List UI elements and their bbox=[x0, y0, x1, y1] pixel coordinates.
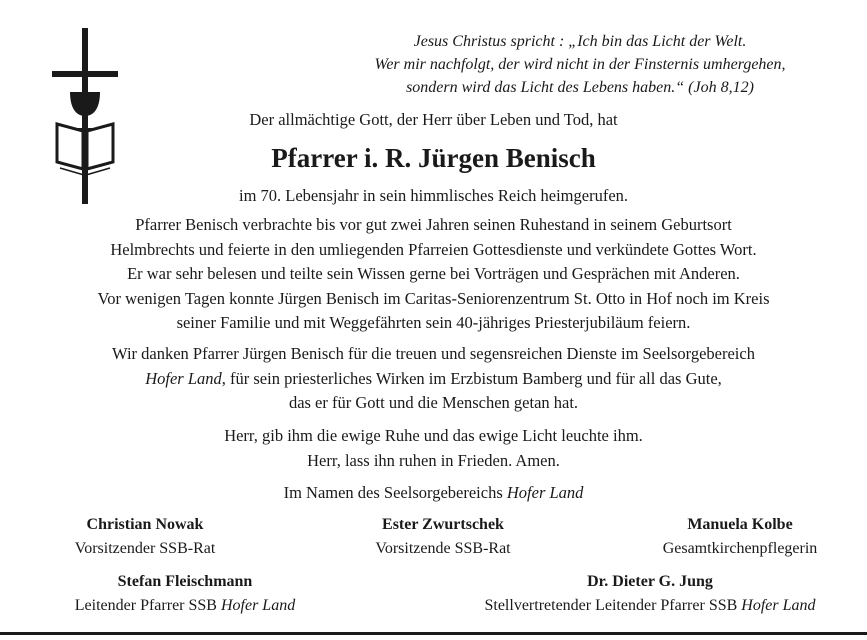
role-italic: Hofer Land bbox=[220, 597, 296, 614]
signatory-name: Stefan Fleischmann bbox=[117, 573, 253, 590]
quote-line: sondern wird das Licht des Lebens haben.“ (Joh 8,12) bbox=[406, 79, 754, 96]
paragraph-line: Pfarrer Benisch verbrachte bis vor gut zwei Jahren seinen Ruhestand in seinem Geburtsort bbox=[135, 215, 732, 234]
signatory-name: Dr. Dieter G. Jung bbox=[587, 573, 713, 590]
paragraph-line bbox=[0, 367, 867, 392]
paragraph-line: Vor wenigen Tagen konnte Jürgen Benisch im Caritas-Seniorenzentrum St. Otto in Hof noch im Kreis bbox=[97, 288, 770, 308]
paragraph-text: , für sein priesterliches Wirken im Erzbistum Bamberg und für all das Gute, bbox=[221, 368, 722, 388]
role-text: Vorsitzende SSB-Rat bbox=[375, 540, 511, 557]
paragraph-line: seiner Familie und mit Weggefährten sein 40-jähriges Priesterjubiläum feiern. bbox=[176, 313, 691, 332]
signatory-role bbox=[440, 594, 860, 618]
signatory-name: Ester Zwurtschek bbox=[382, 516, 504, 533]
signatory-role bbox=[343, 537, 543, 561]
role-text: Leitender Pfarrer SSB bbox=[74, 597, 221, 614]
on-behalf-line bbox=[0, 482, 867, 504]
signatory-name: Manuela Kolbe bbox=[687, 516, 793, 533]
paragraph-line: Helmbrechts und feierte in den umliegenden Pfarreien Gottesdienste und verkündete Gottes Wort. bbox=[110, 239, 757, 259]
signatory-name: Christian Nowak bbox=[86, 516, 204, 533]
signatory-role bbox=[45, 537, 245, 561]
biography-paragraph bbox=[0, 213, 867, 336]
signatory-role bbox=[40, 594, 330, 618]
prayer-paragraph bbox=[0, 424, 867, 473]
called-home-text: im 70. Lebensjahr in sein himmlisches Reich heimgerufen. bbox=[238, 186, 629, 205]
prayer-line: Herr, lass ihn ruhen in Frieden. Amen. bbox=[307, 450, 560, 470]
bottom-border bbox=[0, 632, 867, 635]
quote-line: Jesus Christus spricht : „Ich bin das Licht der Welt. bbox=[413, 33, 747, 50]
deceased-name: Pfarrer i. R. Jürgen Benisch bbox=[271, 143, 596, 173]
signature-block bbox=[40, 570, 330, 618]
signature-block bbox=[343, 513, 543, 561]
signature-block bbox=[45, 513, 245, 561]
parish-name: Hofer Land bbox=[506, 483, 584, 502]
intro-text: Der allmächtige Gott, der Herr über Leben und Tod, hat bbox=[249, 110, 618, 129]
signature-block bbox=[440, 570, 860, 618]
thanks-paragraph bbox=[0, 342, 867, 416]
role-text: Stellvertretender Leitender Pfarrer SSB bbox=[484, 597, 742, 614]
role-italic: Hofer Land bbox=[741, 597, 816, 614]
paragraph-line: das er für Gott und die Menschen getan hat. bbox=[288, 393, 579, 412]
quote-line: Wer mir nachfolgt, der wird nicht in der Finsternis umhergehen, bbox=[374, 56, 786, 73]
signatory-role bbox=[625, 537, 855, 561]
role-text: Gesamtkirchenpflegerin bbox=[662, 540, 818, 557]
prayer-line: Herr, gib ihm die ewige Ruhe und das ewige Licht leuchte ihm. bbox=[224, 426, 643, 445]
paragraph-line: Er war sehr belesen und teilte sein Wissen gerne bei Vorträgen und Gesprächen mit Anderen. bbox=[127, 264, 740, 283]
signature-block bbox=[625, 513, 855, 561]
parish-name: Hofer Land bbox=[145, 368, 222, 388]
bible-quote bbox=[300, 30, 860, 99]
paragraph-line: Wir danken Pfarrer Jürgen Benisch für die treuen und segensreichen Dienste im Seelsorgebereich bbox=[112, 344, 755, 363]
behalf-text: Im Namen des Seelsorgebereichs bbox=[283, 483, 507, 502]
role-text: Vorsitzender SSB-Rat bbox=[74, 540, 216, 557]
